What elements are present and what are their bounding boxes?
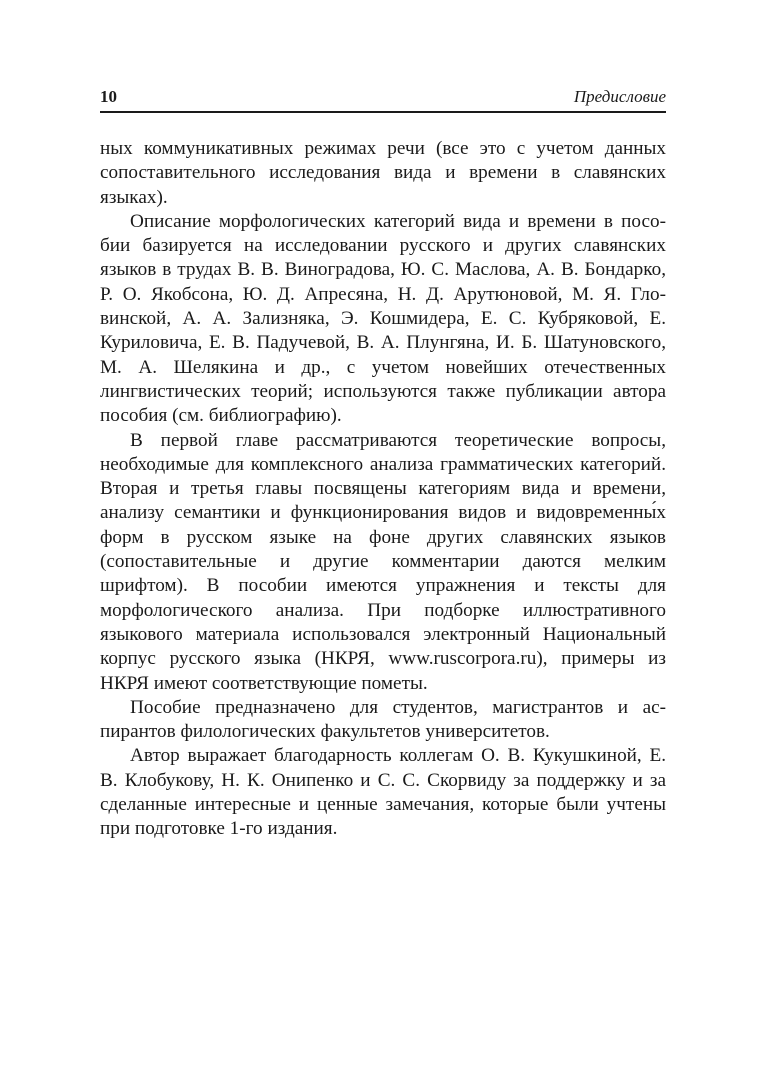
running-header <box>100 86 666 112</box>
page-number: 10 <box>100 87 117 106</box>
paragraph-chapters: В первой главе рассматриваются теоретические вопросы, необходимые для комплексного анализа грамматических категорий. Вторая и третья главы посвящены категориям вида и времени, анализу семантики и функционирования видов и видовременны́х форм в русском языке на фоне других славянских языков (сопоставительные и другие комментарии даются мелким шрифтом). В пособии имеются упражнения и тексты для морфологического анализа. При подборке иллюстративного языкового материала использовался электронный Национальный корпус русского языка (НКРЯ, www.ruscorpora.ru), примеры из НКРЯ имеют соответствующие пометы. <box>100 429 666 694</box>
paragraph-audience: Пособие предназначено для студентов, магистрантов и аспирантов филологических факультетов университетов. <box>100 696 666 743</box>
body-text <box>100 137 666 842</box>
paragraph-acknowledgements: Автор выражает благодарность коллегам О. В. Кукушкиной, Е. В. Клобукову, Н. К. Онипенко и С. С. Скорвиду за поддержку и за сделанные интересные и ценные замечания, которые были учтены при подготовке 1-го издания. <box>100 745 666 840</box>
section-title: Предисловие <box>573 87 666 106</box>
paragraph-sources: Описание морфологических категорий вида и времени в пособии базируется на исследовании русского и других славянских языков в трудах В. В. Виноградова, Ю. С. Маслова, А. В. Бондарко, Р. О. Якобсона, Ю. Д. Апресяна, Н. Д. Арутюновой, М. Я. Гловинской, А. А. Зализняка, Э. Кошмидера, Е. С. Кубряковой, Е. Куриловича, Е. В. Падучевой, В. А. Плунгяна, И. Б. Шатуновского, М. А. Шелякина и др., с учетом новейших отечественных лингвистических теорий; используются также публикации автора пособия (см. библиографию). <box>100 210 666 427</box>
header-rule <box>100 111 666 113</box>
paragraph-continuation: ных коммуникативных режимах речи (все это с учетом данных сопоставительного исследования вида и времени в славянских языках). <box>100 138 666 208</box>
